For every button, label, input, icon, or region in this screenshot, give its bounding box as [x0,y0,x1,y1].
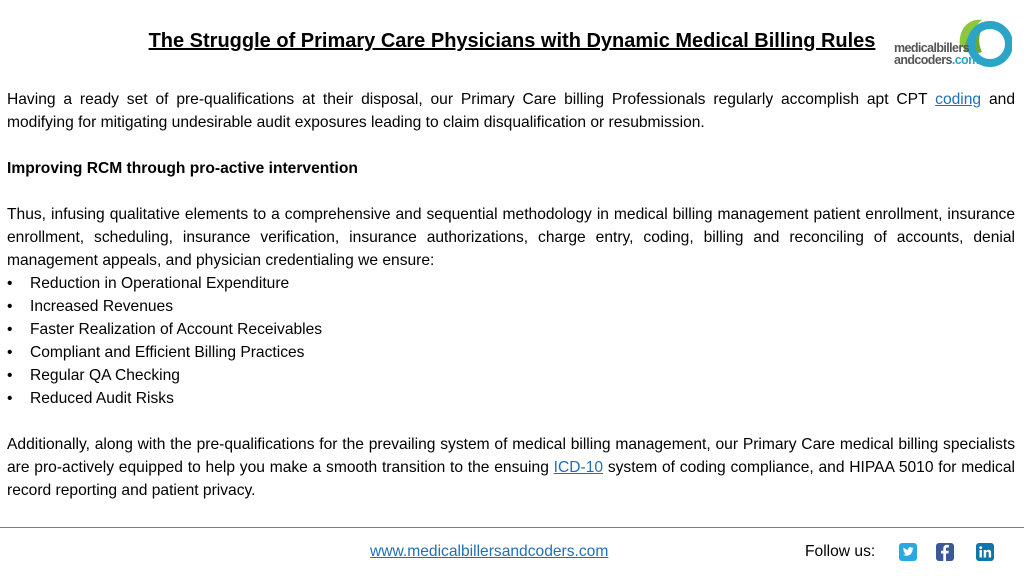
list-item-text: Reduction in Operational Expenditure [30,275,290,292]
company-logo[interactable] [892,12,1016,72]
body-paragraph: Thus, infusing qualitative elements to a comprehensive and sequential methodology in medical billing management patient enrollment, insurance enrollment, scheduling, insurance verification, insurance authorizations, charge entry, coding, billing and reconciling of accounts, denial management appeals, and physician credentialing we ensure: [7,206,1015,269]
list-item [7,295,1015,318]
list-item [7,341,1015,364]
closing-text-before: Additionally, along with the pre-qualifications for the prevailing system of medical billing management, our Primary Care medical billing specialists are pro-actively equipped to help you make a smooth transition to the ensuing [7,436,1015,476]
main-content [7,88,1015,502]
list-item [7,272,1015,295]
list-item [7,364,1015,387]
list-item-text: Reduced Audit Risks [30,390,174,407]
coding-link[interactable]: coding [935,91,982,108]
list-item-text: Faster Realization of Account Receivables [30,321,323,338]
list-item-text: Increased Revenues [30,298,174,315]
linkedin-icon[interactable] [976,543,994,561]
intro-text-before: Having a ready set of pre-qualifications at their disposal, our Primary Care billing Professionals regularly accomplish apt CPT [7,91,936,108]
spacer [7,180,1015,203]
website-link[interactable]: www.medicalbillersandcoders.com [370,543,609,560]
bullet-icon: • [7,367,13,384]
list-item-text: Regular QA Checking [30,367,180,384]
spacer [7,410,1015,433]
section-heading: Improving RCM through pro-active intervention [7,160,358,177]
bullet-icon: • [7,298,13,315]
page-title: The Struggle of Primary Care Physicians with Dynamic Medical Billing Rules [148,30,876,52]
list-item-text: Compliant and Efficient Billing Practices [30,344,305,361]
footer-divider [0,527,1024,528]
closing-paragraph [7,433,1015,502]
intro-paragraph [7,88,1015,134]
icd-10-link[interactable]: ICD-10 [553,459,604,476]
list-item [7,318,1015,341]
benefits-list [7,272,1015,410]
logo-line-2-text: andcoders [894,53,952,67]
bullet-icon: • [7,344,13,361]
logo-line-2 [894,54,1014,66]
bullet-icon: • [7,321,13,338]
bullet-icon: • [7,275,13,292]
closing-text-after: system of coding compliance, and HIPAA 5010 for medical record reporting and patient privacy. [7,459,1015,499]
spacer [7,134,1015,157]
intro-text-after: and modifying for mitigating undesirable audit exposures leading to claim disqualification or resubmission. [7,91,1015,131]
logo-line-1: medicalbillers [894,41,969,55]
logo-suffix: .com [951,53,979,67]
follow-us-label: Follow us: [805,543,876,560]
twitter-icon[interactable] [899,543,917,561]
list-item [7,387,1015,410]
logo-wordmark [894,42,1014,66]
facebook-icon[interactable] [936,543,954,561]
bullet-icon: • [7,390,13,407]
